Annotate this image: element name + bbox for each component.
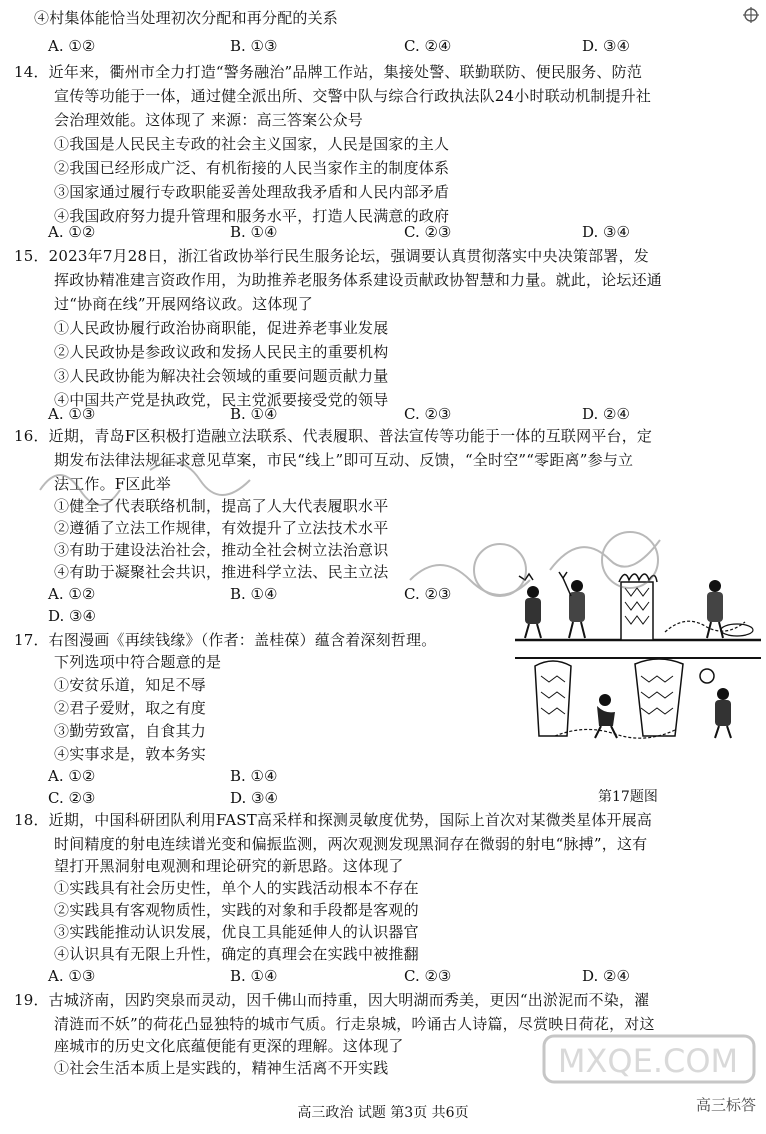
top-options xyxy=(34,36,734,56)
statement-item: ④实事求是，敦本务实 xyxy=(54,745,207,763)
person-icon xyxy=(700,669,731,738)
question-stem-line: 过“协商在线”开展网络议政。这体现了 xyxy=(54,295,313,313)
option-d: D. ②④ xyxy=(582,405,630,423)
question-options xyxy=(34,404,734,424)
statement-item: ①实践具有社会历史性，单个人的实践活动根本不存在 xyxy=(54,879,419,897)
statement-item: ④认识具有无限上升性，确定的真理会在实践中被推翻 xyxy=(54,945,419,963)
statement-item: ①健全了代表联络机制，提高了人大代表履职水平 xyxy=(54,497,389,515)
statement-item: ③勤劳致富，自食其力 xyxy=(54,722,207,740)
option-a: A. ①② xyxy=(48,585,96,603)
question-stem-line: 15．2023年7月28日，浙江省政协举行民生服务论坛，强调要认真贯彻落实中央决策部署，发 xyxy=(14,247,649,265)
statement-item: ③实践能推动认识发展，优良工具能延伸人的认识器官 xyxy=(54,923,419,941)
question-options xyxy=(34,966,734,986)
option-d: D. ③④ xyxy=(582,37,630,55)
question-stem-line: 18．近期，中国科研团队利用FAST高采样和探测灵敏度优势，国际上首次对某微类星体开展高 xyxy=(14,811,653,829)
option-b: B. ①④ xyxy=(230,223,278,241)
statement-item: ①安贫乐道，知足不辱 xyxy=(54,676,207,694)
statement-item: ③有助于建设法治社会，推动全社会树立法治意识 xyxy=(54,541,389,559)
option-b: B. ①④ xyxy=(230,767,278,785)
question-stem-line: 座城市的历史文化底蕴便能有更深的理解。这体现了 xyxy=(54,1037,404,1055)
statement-item: ④有助于凝聚社会共识，推进科学立法、民主立法 xyxy=(54,563,389,581)
statement-item: ①人民政协履行政治协商职能，促进养老事业发展 xyxy=(54,319,389,337)
statement-item: ②我国已经形成广泛、有机衔接的人民当家作主的制度体系 xyxy=(54,159,450,177)
statement-item: ④我国政府努力提升管理和服务水平，打造人民满意的政府 xyxy=(54,207,450,225)
option-b: B. ①④ xyxy=(230,967,278,985)
question-stem-line: 14．近年来，衢州市全力打造“警务融治”品牌工作站，集接处警、联勤联防、便民服务、防范 xyxy=(14,63,643,81)
question-stem-line: 宣传等功能于一体，通过健全派出所、交警中队与综合行政执法队24小时联动机制提升社 xyxy=(54,87,652,105)
question-stem-line: 望打开黑洞射电观测和理论研究的新思路。这体现了 xyxy=(54,857,404,875)
question-options xyxy=(34,584,514,604)
person-icon xyxy=(559,572,585,638)
question-stem-line: 会治理效能。这体现了 来源：高三答案公众号 xyxy=(54,111,363,129)
option-c: C. ②④ xyxy=(404,37,452,55)
option-d: D. ③④ xyxy=(230,789,278,807)
option-b: B. ①④ xyxy=(230,585,278,603)
brand-logo-watermark xyxy=(540,1030,760,1130)
question-stem-line: 下列选项中符合题意的是 xyxy=(54,653,222,671)
question-options xyxy=(34,788,454,808)
option-c: C. ②③ xyxy=(404,223,452,241)
top-item: ④村集体能恰当处理初次分配和再分配的关系 xyxy=(34,9,339,27)
statement-item: ②人民政协是参政议政和发扬人民民主的重要机构 xyxy=(54,343,389,361)
option-a: A. ①② xyxy=(48,223,96,241)
question-stem-line: 时间精度的射电连续谱光变和偏振监测，两次观测发现黑洞存在微弱的射电“脉搏”，这有 xyxy=(54,835,648,853)
question-stem-line: 清涟而不妖”的荷花凸显独特的城市气质。行走泉城，吟诵古人诗篇，尽赏映日荷花，对这 xyxy=(54,1015,655,1033)
option-d: D. ③④ xyxy=(48,607,96,625)
brand-site-text: MXQE.COM xyxy=(557,1042,739,1080)
statement-item: ①我国是人民民主专政的社会主义国家，人民是国家的主人 xyxy=(54,135,450,153)
question-options xyxy=(34,766,454,786)
question-stem-line: 16．近期，青岛F区积极打造融立法联系、代表履职、普法宣传等功能于一体的互联网平台，定 xyxy=(14,427,653,445)
statement-item: ②实践具有客观物质性，实践的对象和手段都是客观的 xyxy=(54,901,419,919)
brand-watermark-text: 高三标答 xyxy=(695,1096,756,1114)
option-b: B. ①④ xyxy=(230,405,278,423)
statement-item: ④中国共产党是执政党，民主党派要接受党的领导 xyxy=(54,391,389,409)
option-a: A. ①② xyxy=(48,767,96,785)
statement-item: ②遵循了立法工作规律，有效提升了立法技术水平 xyxy=(54,519,389,537)
statement-item: ③人民政协能为解决社会领域的重要问题贡献力量 xyxy=(54,367,389,385)
option-a: A. ①③ xyxy=(48,967,96,985)
tree-stump-icon xyxy=(635,659,683,736)
option-a: A. ①② xyxy=(48,37,96,55)
cartoon-figure xyxy=(515,566,761,740)
option-c: C. ②③ xyxy=(404,967,452,985)
page-footer: 高三政治 试题 第3页 共6页 xyxy=(297,1105,469,1121)
question-stem-line: 挥政协精准建言资政作用，为助推养老服务体系建设贡献政协智慧和力量。就此，论坛还通 xyxy=(54,271,663,289)
question-stem-line: 法工作。F区此举 xyxy=(54,475,172,493)
option-d: D. ②④ xyxy=(582,967,630,985)
question-options xyxy=(48,606,168,626)
money-tree-icon xyxy=(619,574,657,640)
question-options xyxy=(34,222,734,242)
tree-stump-icon xyxy=(535,661,571,736)
option-a: A. ①③ xyxy=(48,405,96,423)
figure-caption: 第17题图 xyxy=(598,789,658,805)
question-stem-line: 期发布法律法规征求意见草案，市民“线上”即可互动、反馈，“全时空”“零距离”参与立 xyxy=(54,451,634,469)
option-c: C. ②③ xyxy=(48,789,96,807)
question-stem-line: 17．右图漫画《再续钱缘》（作者：盖桂葆）蕴含着深刻哲理。 xyxy=(14,631,437,649)
question-stem-line: 19．古城济南，因趵突泉而灵动，因千佛山而持重，因大明湖而秀美，更因“出淤泥而不染，濯 xyxy=(14,991,650,1009)
crosshair-icon xyxy=(742,6,760,24)
statement-item: ①社会生活本质上是实践的，精神生活离不开实践 xyxy=(54,1059,389,1077)
option-c: C. ②③ xyxy=(404,585,452,603)
statement-item: ②君子爱财，取之有度 xyxy=(54,699,207,717)
statement-item: ③国家通过履行专政职能妥善处理敌我矛盾和人民内部矛盾 xyxy=(54,183,450,201)
option-c: C. ②③ xyxy=(404,405,452,423)
person-icon xyxy=(519,574,541,638)
option-d: D. ③④ xyxy=(582,223,630,241)
option-b: B. ①③ xyxy=(230,37,278,55)
